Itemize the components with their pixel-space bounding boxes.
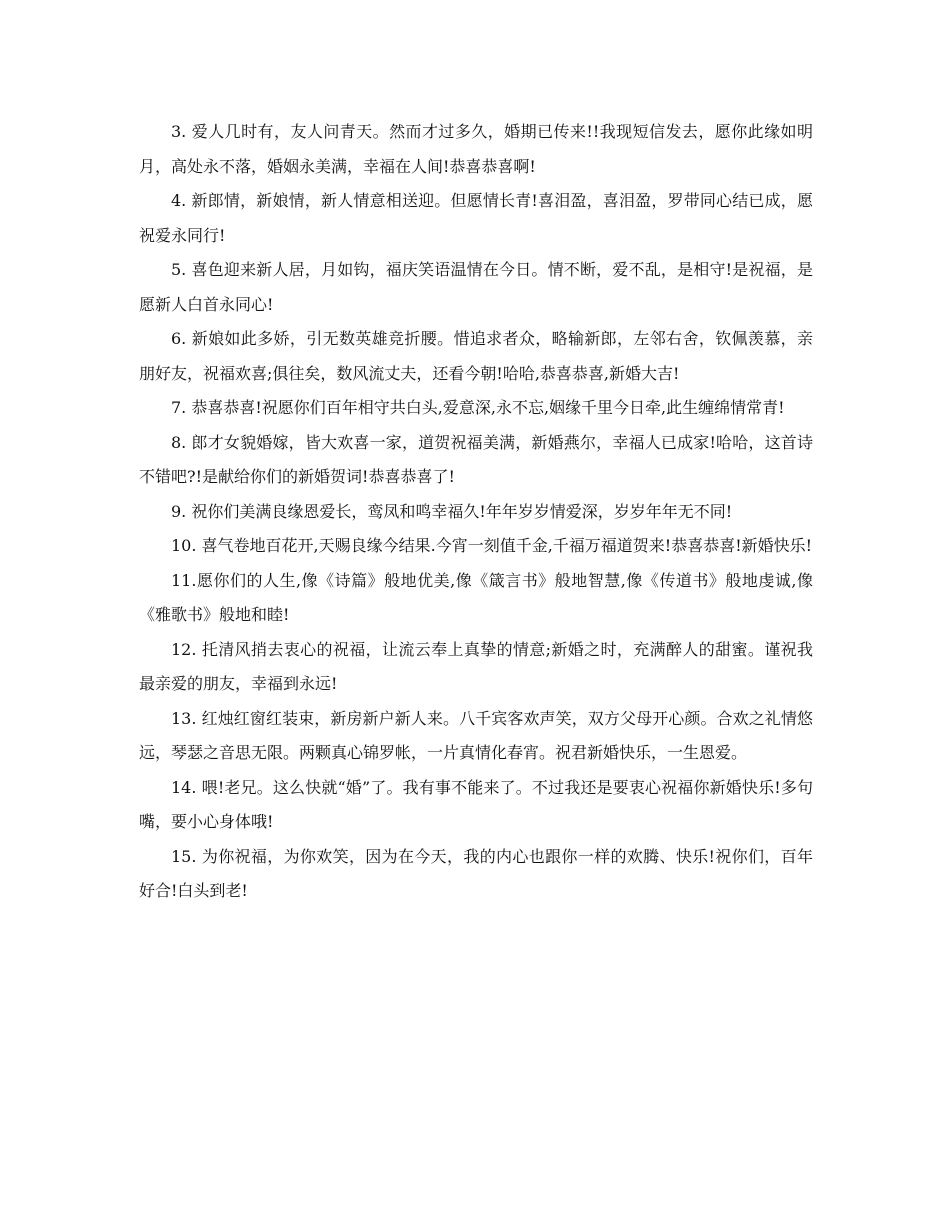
paragraph-3: 3. 爱人几时有，友人问青天。然而才过多久，婚期已传来!!我现短信发去，愿你此缘如明月，高处永不落，婚姻永美满，幸福在人间!恭喜恭喜啊! xyxy=(139,122,813,176)
document-body xyxy=(139,115,813,909)
paragraph-13: 13. 红烛红窗红装束，新房新户新人来。八千宾客欢声笑，双方父母开心颜。合欢之礼情悠远，琴瑟之音思无限。两颗真心锦罗帐，一片真情化春宵。祝君新婚快乐，一生恩爱。 xyxy=(139,708,813,762)
paragraph-11: 11.愿你们的人生,像《诗篇》般地优美,像《箴言书》般地智慧,像《传道书》般地虔诚,像《雅歌书》般地和睦! xyxy=(139,570,813,624)
paragraph-4: 4. 新郎情，新娘情，新人情意相送迎。但愿情长青!喜泪盈，喜泪盈，罗带同心结已成，愿祝爱永同行! xyxy=(139,191,813,245)
paragraph-7: 7. 恭喜恭喜!祝愿你们百年相守共白头,爱意深,永不忘,姻缘千里今日牵,此生缠绵情常青! xyxy=(171,398,785,417)
paragraph-15: 15. 为你祝福，为你欢笑，因为在今天，我的内心也跟你一样的欢腾、快乐!祝你们，百年好合!白头到老! xyxy=(139,846,813,900)
paragraph-10: 10. 喜气卷地百花开,天赐良缘今结果.今宵一刻值千金,千福万福道贺来!恭喜恭喜!新婚快乐! xyxy=(171,536,813,555)
paragraph-6: 6. 新娘如此多娇，引无数英雄竞折腰。惜追求者众，略输新郎，左邻右舍，钦佩羡慕，亲朋好友，祝福欢喜;俱往矣，数风流丈夫，还看今朝!哈哈,恭喜恭喜,新婚大吉! xyxy=(139,329,813,383)
paragraph-9: 9. 祝你们美满良缘恩爱长，鸾凤和鸣幸福久!年年岁岁情爱深，岁岁年年无不同! xyxy=(171,501,733,521)
paragraph-12: 12. 托清风捎去衷心的祝福，让流云奉上真挚的情意;新婚之时，充满醉人的甜蜜。谨祝我最亲爱的朋友，幸福到永远! xyxy=(139,639,813,693)
paragraph-8: 8. 郎才女貌婚嫁，皆大欢喜一家，道贺祝福美满，新婚燕尔，幸福人已成家!哈哈，这首诗不错吧?!是献给你们的新婚贺词!恭喜恭喜了! xyxy=(139,432,813,486)
paragraph-5: 5. 喜色迎来新人居，月如钩，福庆笑语温情在今日。情不断，爱不乱，是相守!是祝福，是愿新人白首永同心! xyxy=(139,260,813,314)
paragraph-14: 14. 喂!老兄。这么快就“婚”了。我有事不能来了。不过我还是要衷心祝福你新婚快乐!多句嘴，要小心身体哦! xyxy=(139,777,813,831)
